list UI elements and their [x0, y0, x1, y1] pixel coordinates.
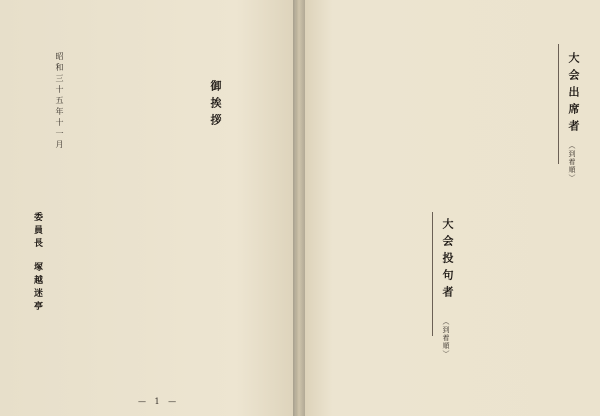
page-number: — 1 — — [138, 397, 180, 406]
committee-chair-name: 塚越迷亭 — [32, 262, 42, 314]
greeting-date: 昭和三十五年十一月 — [55, 52, 64, 151]
submitters-heading-rule — [432, 212, 433, 336]
submitters-heading: 大会投句者 — [441, 218, 454, 303]
attendees-order-note: （到着順） — [568, 142, 576, 182]
committee-chair-title: 委員長 — [32, 212, 42, 251]
attendees-heading-rule — [558, 44, 559, 164]
greeting-heading: 御挨拶 — [209, 80, 222, 131]
attendees-heading: 大会出席者 — [567, 52, 580, 137]
participants-page — [296, 0, 600, 416]
submitters-order-note: （到着順） — [442, 318, 450, 358]
book-gutter — [293, 0, 305, 416]
greeting-page — [0, 0, 296, 416]
